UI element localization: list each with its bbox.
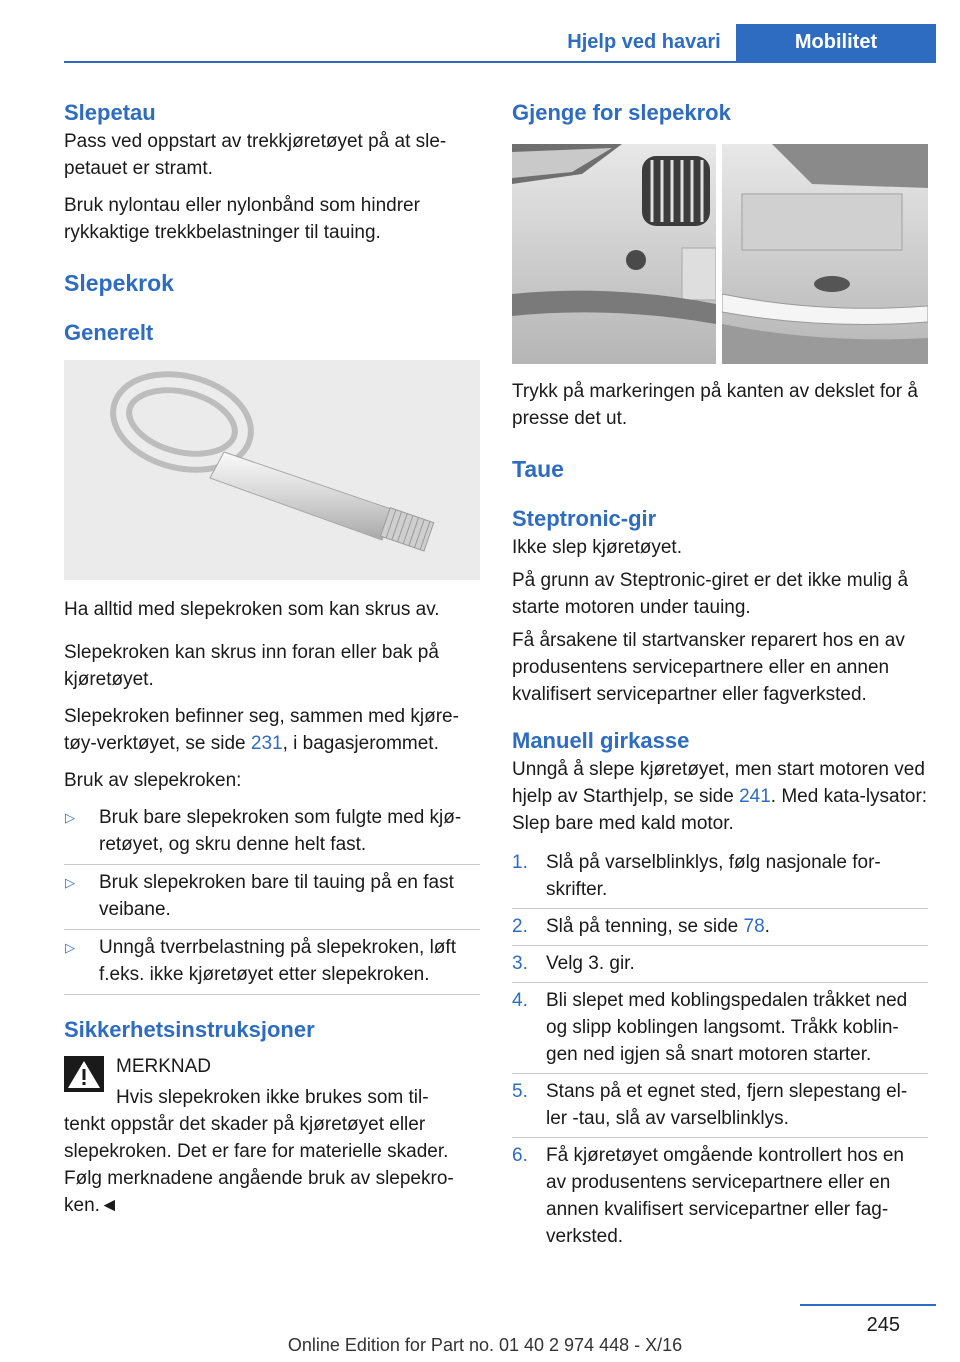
list-item (512, 1138, 928, 1255)
gjenge-caption: Trykk på markeringen på kanten av dekslet for å presse det ut. (512, 381, 918, 429)
triangle-bullet-icon: ▷ (65, 875, 75, 890)
list-item (512, 983, 928, 1074)
warning-line-1: Hvis slepekroken ikke brukes som til- (116, 1087, 429, 1108)
step-text: Velg 3. gir. (546, 953, 635, 974)
step-number: 5. (512, 1081, 528, 1102)
triangle-bullet-icon: ▷ (65, 940, 75, 955)
usage-bullet-list (64, 800, 480, 995)
tow-hook-image (64, 360, 480, 580)
list-item (64, 865, 480, 930)
warning-text: tenkt oppstår det skader på kjøretøyet eller slepekroken. Det er fare for materielle skader. Følg merknadene angående bruk av slepekro-ken.◄ (64, 1114, 454, 1216)
step-number: 6. (512, 1145, 528, 1166)
page-number: 245 (866, 1314, 900, 1336)
edition-footer: Online Edition for Part no. 01 40 2 974 448 - X/16 (287, 1335, 683, 1355)
bumper-cover-image (512, 144, 928, 364)
heading-sikkerhet: Sikkerhetsinstruksjoner (64, 1017, 315, 1042)
step-number: 3. (512, 953, 528, 974)
heading-steptronic: Steptronic-gir (512, 506, 657, 531)
bumper-illustration (512, 144, 928, 364)
triangle-bullet-icon: ▷ (65, 810, 75, 825)
list-item-text: Unngå tverrbelastning på slepekroken, løft f.eks. ikke kjøretøyet etter slepekroken. (99, 937, 456, 985)
step-text: Få kjøretøyet omgående kontrollert hos en av produsentens servicepartnere eller en annen kvalifisert servicepartner eller fag-verksted. (546, 1145, 905, 1247)
text-segment: , i bagasjerommet. (282, 733, 439, 754)
tow-hook-illustration (64, 360, 480, 580)
step-text: Bli slepet med koblingspedalen tråkket ned og slipp koblingen langsomt. Tråkk koblin-gen ned igjen så snart motoren starter. (546, 990, 908, 1065)
manual-paragraph-1 (512, 756, 928, 837)
warning-triangle-icon (64, 1056, 104, 1092)
list-item (64, 930, 480, 995)
header-section-tab: Hjelp ved havari (567, 31, 721, 53)
slepetau-paragraph-2: Bruk nylontau eller nylonbånd som hindrer rykkaktige trekkbelastninger til tauing. (64, 195, 420, 243)
heading-generelt: Generelt (64, 320, 154, 345)
step-number: 1. (512, 852, 528, 873)
list-item (512, 946, 928, 983)
step-number: 2. (512, 916, 528, 937)
steptronic-paragraph-2: På grunn av Steptronic-giret er det ikke mulig å starte motoren under tauing. (512, 570, 909, 618)
step-number: 4. (512, 990, 528, 1011)
list-item (512, 845, 928, 909)
step-text: . (764, 916, 770, 937)
step-text: Slå på varselblinklys, følg nasjonale for-skrifter. (546, 852, 881, 900)
slepekrok-paragraph-2 (64, 703, 480, 757)
right-column (512, 98, 928, 1255)
warning-block (64, 1053, 480, 1219)
list-item (512, 909, 928, 946)
warning-title: MERKNAD (116, 1056, 212, 1077)
list-item (64, 800, 480, 865)
left-column (64, 98, 480, 1219)
heading-taue: Taue (512, 456, 564, 482)
heading-manuell: Manuell girkasse (512, 728, 690, 753)
slepekrok-paragraph-1: Slepekroken kan skrus inn foran eller bak på kjøretøyet. (64, 642, 439, 690)
header-chapter-tab: Mobilitet (736, 24, 936, 61)
heading-slepekrok: Slepekrok (64, 270, 174, 296)
list-item-text: Bruk bare slepekroken som fulgte med kjø-retøyet, og skru denne helt fast. (99, 807, 462, 855)
text-segment: Unngå å slepe kjøretøyet, men start motoren ved hjelp av Starthjelp, se side (512, 759, 925, 807)
page-link-241[interactable]: 241 (739, 786, 771, 807)
slepekrok-caption: Ha alltid med slepekroken som kan skrus av. (64, 599, 440, 620)
steptronic-paragraph-3: Få årsakene til startvansker reparert hos en av produsentens servicepartnere eller en annen kvalifisert servicepartner eller fagverksted. (512, 630, 905, 705)
text-segment: . Med kata-lysator: Slep bare med kald motor. (512, 786, 928, 834)
page-link-78[interactable]: 78 (743, 916, 765, 937)
towing-steps-list (512, 845, 928, 1255)
step-text: Stans på et egnet sted, fjern slepestang el-ler -tau, slå av varselblinklys. (546, 1081, 908, 1129)
text-segment: Slepekroken befinner seg, sammen med kjøre-tøy-verktøyet, se side (64, 706, 459, 754)
page-link-231[interactable]: 231 (250, 733, 283, 754)
list-item-text: Bruk slepekroken bare til tauing på en fast veibane. (99, 872, 454, 920)
heading-gjenge: Gjenge for slepekrok (512, 100, 731, 125)
header-rule (64, 61, 936, 63)
step-text: Slå på tenning, se side (546, 916, 744, 937)
list-item (512, 1074, 928, 1138)
slepetau-paragraph-1: Pass ved oppstart av trekkjøretøyet på at sle-petauet er stramt. (64, 131, 447, 179)
steptronic-paragraph-1: Ikke slep kjøretøyet. (512, 537, 682, 558)
heading-slepetau: Slepetau (64, 100, 156, 125)
footer-rule (800, 1304, 936, 1306)
slepekrok-paragraph-3: Bruk av slepekroken: (64, 770, 242, 791)
